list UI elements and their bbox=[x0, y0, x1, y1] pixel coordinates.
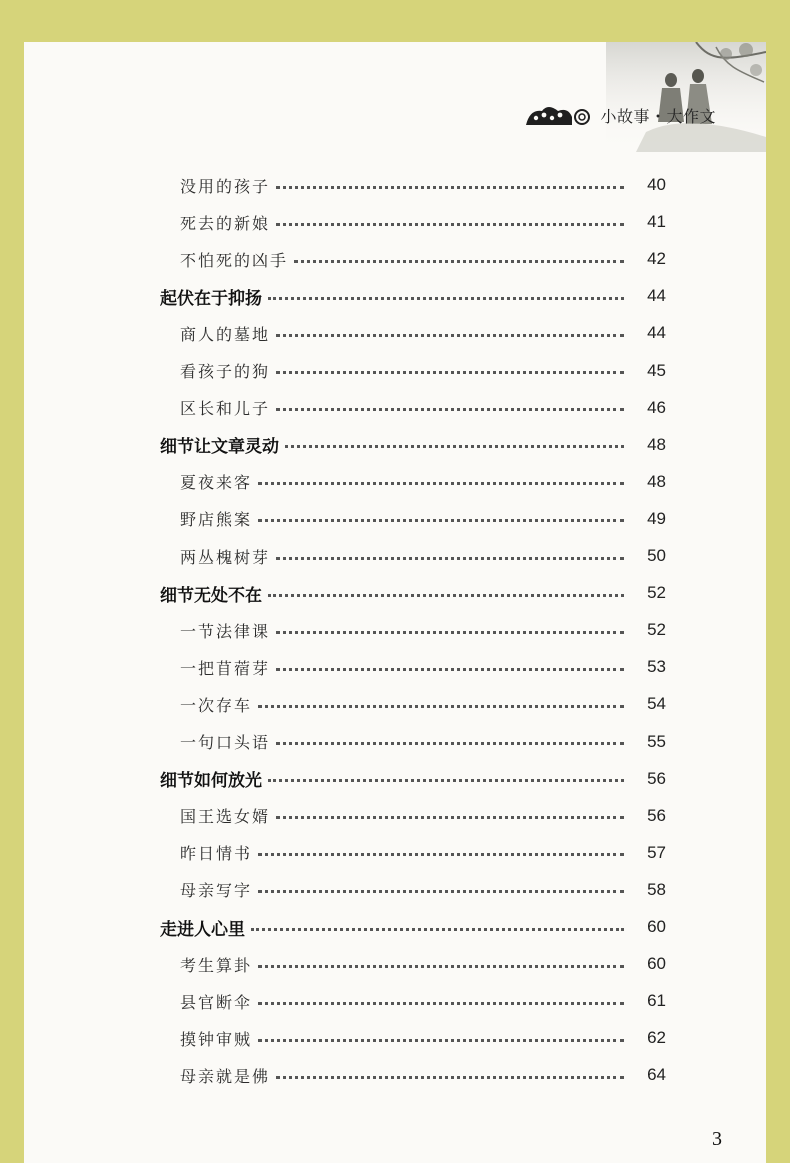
toc-entry-title: 没用的孩子 bbox=[180, 176, 271, 196]
toc-entry[interactable] bbox=[24, 729, 766, 755]
toc-entry[interactable] bbox=[24, 543, 766, 569]
dot-leader bbox=[258, 482, 624, 485]
series-title: 小故事・大作文 bbox=[600, 107, 716, 126]
toc-entry-page: 48 bbox=[647, 471, 666, 491]
toc-entry[interactable] bbox=[24, 803, 766, 829]
dot-leader bbox=[276, 1076, 624, 1079]
dot-leader bbox=[258, 1039, 624, 1042]
toc-entry-page: 62 bbox=[647, 1028, 666, 1048]
toc-entry-page: 60 bbox=[647, 917, 666, 936]
toc-entry-page: 44 bbox=[647, 286, 666, 306]
dot-leader bbox=[294, 260, 624, 263]
dot-leader bbox=[258, 890, 624, 893]
toc-entry-title: 摸钟审贼 bbox=[180, 1029, 253, 1049]
toc-entry[interactable] bbox=[24, 691, 766, 717]
dot-leader bbox=[258, 965, 624, 968]
toc-entry-title: 县官断伞 bbox=[180, 992, 253, 1012]
dot-leader bbox=[276, 557, 624, 560]
toc-entry[interactable] bbox=[24, 320, 766, 346]
toc-entry[interactable] bbox=[24, 951, 766, 977]
toc-entry-page: 49 bbox=[647, 508, 666, 528]
toc-entry-title: 母亲就是佛 bbox=[180, 1066, 271, 1086]
toc-entry-title: 一把苜蓿芽 bbox=[180, 658, 271, 678]
toc-entry-page: 55 bbox=[647, 731, 666, 751]
toc-entry-page: 57 bbox=[647, 842, 666, 862]
toc-entry-page: 56 bbox=[647, 768, 666, 788]
toc-entry[interactable] bbox=[24, 172, 766, 198]
toc-section-entry[interactable] bbox=[24, 283, 766, 309]
toc-entry-title: 野店熊案 bbox=[180, 510, 253, 530]
toc-entry-title: 区长和儿子 bbox=[180, 399, 271, 419]
toc-entry[interactable] bbox=[24, 358, 766, 384]
toc-section-entry[interactable] bbox=[24, 580, 766, 606]
toc-entry-title: 一次存车 bbox=[180, 695, 253, 715]
dot-leader bbox=[258, 705, 624, 708]
series-header bbox=[524, 104, 716, 127]
toc-entry-page: 52 bbox=[647, 620, 666, 640]
dot-leader bbox=[276, 631, 624, 634]
toc-entry-title: 走进人心里 bbox=[160, 919, 245, 940]
toc-entry-page: 40 bbox=[647, 175, 666, 194]
dot-leader bbox=[268, 594, 624, 597]
dot-leader bbox=[268, 779, 624, 782]
dot-leader bbox=[276, 668, 624, 671]
toc-entry-page: 54 bbox=[647, 694, 666, 714]
toc-entry[interactable] bbox=[24, 395, 766, 421]
toc-entry[interactable] bbox=[24, 988, 766, 1014]
toc-entry-page: 53 bbox=[647, 657, 666, 677]
toc-section-entry[interactable] bbox=[24, 914, 766, 940]
dot-leader bbox=[258, 853, 624, 856]
dot-leader bbox=[258, 519, 624, 522]
dot-leader bbox=[276, 371, 624, 374]
toc-entry-title: 两丛槐树芽 bbox=[180, 547, 271, 567]
toc-entry-page: 46 bbox=[647, 397, 666, 417]
toc-entry-title: 细节无处不在 bbox=[160, 585, 262, 606]
dot-leader bbox=[276, 223, 624, 226]
toc-entry[interactable] bbox=[24, 246, 766, 272]
toc-entry-title: 一句口头语 bbox=[180, 733, 271, 752]
dot-leader bbox=[258, 1002, 624, 1005]
toc-entry-title: 细节让文章灵动 bbox=[160, 437, 279, 458]
toc-entry-title: 细节如何放光 bbox=[160, 771, 262, 792]
toc-entry-page: 56 bbox=[647, 805, 666, 825]
toc-entry-title: 昨日情书 bbox=[180, 844, 253, 864]
toc-entry-page: 44 bbox=[647, 323, 666, 343]
toc-entry-title: 考生算卦 bbox=[180, 955, 253, 975]
toc-entry[interactable] bbox=[24, 469, 766, 495]
toc-entry-page: 64 bbox=[647, 1065, 666, 1085]
toc-entry-title: 国王选女婿 bbox=[180, 807, 271, 827]
toc-entry[interactable] bbox=[24, 506, 766, 532]
toc-entry-title: 商人的墓地 bbox=[180, 324, 271, 344]
toc-entry[interactable] bbox=[24, 654, 766, 680]
toc-entry-title: 夏夜来客 bbox=[180, 473, 253, 493]
toc-entry[interactable] bbox=[24, 1025, 766, 1051]
toc-entry-page: 41 bbox=[647, 212, 666, 232]
dot-leader bbox=[276, 334, 624, 337]
toc-entry-page: 60 bbox=[647, 954, 666, 974]
toc-entry-page: 61 bbox=[647, 991, 666, 1011]
dot-leader bbox=[285, 445, 624, 448]
toc-entry-title: 不怕死的凶手 bbox=[180, 250, 289, 270]
toc-entry[interactable] bbox=[24, 209, 766, 235]
toc-entry-title: 母亲写字 bbox=[180, 881, 253, 901]
dot-leader bbox=[251, 928, 624, 931]
header-illustration bbox=[606, 42, 766, 152]
dot-leader bbox=[276, 186, 624, 189]
toc-entry-title: 看孩子的狗 bbox=[180, 362, 271, 381]
toc-entry-page: 58 bbox=[647, 879, 666, 899]
dot-leader bbox=[276, 408, 624, 411]
toc-entry-title: 起伏在于抑扬 bbox=[160, 288, 262, 309]
book-page bbox=[24, 42, 766, 1163]
toc-entry-page: 45 bbox=[647, 360, 666, 380]
toc-section-entry[interactable] bbox=[24, 432, 766, 458]
toc-section-entry[interactable] bbox=[24, 766, 766, 792]
toc-entry[interactable] bbox=[24, 877, 766, 903]
cloud-logo-icon bbox=[524, 105, 594, 127]
toc-entry-page: 50 bbox=[647, 546, 666, 565]
toc-entry[interactable] bbox=[24, 840, 766, 866]
toc-entry[interactable] bbox=[24, 1062, 766, 1088]
toc-entry-page: 48 bbox=[647, 434, 666, 454]
toc-entry-page: 42 bbox=[647, 249, 666, 269]
dot-leader bbox=[276, 816, 624, 819]
dot-leader bbox=[276, 742, 624, 745]
toc-entry-page: 52 bbox=[647, 583, 666, 603]
toc-entry-title: 死去的新娘 bbox=[180, 213, 271, 233]
toc-entry[interactable] bbox=[24, 617, 766, 643]
page-number: 3 bbox=[712, 1128, 722, 1150]
dot-leader bbox=[268, 297, 624, 300]
toc-entry-title: 一节法律课 bbox=[180, 621, 271, 641]
